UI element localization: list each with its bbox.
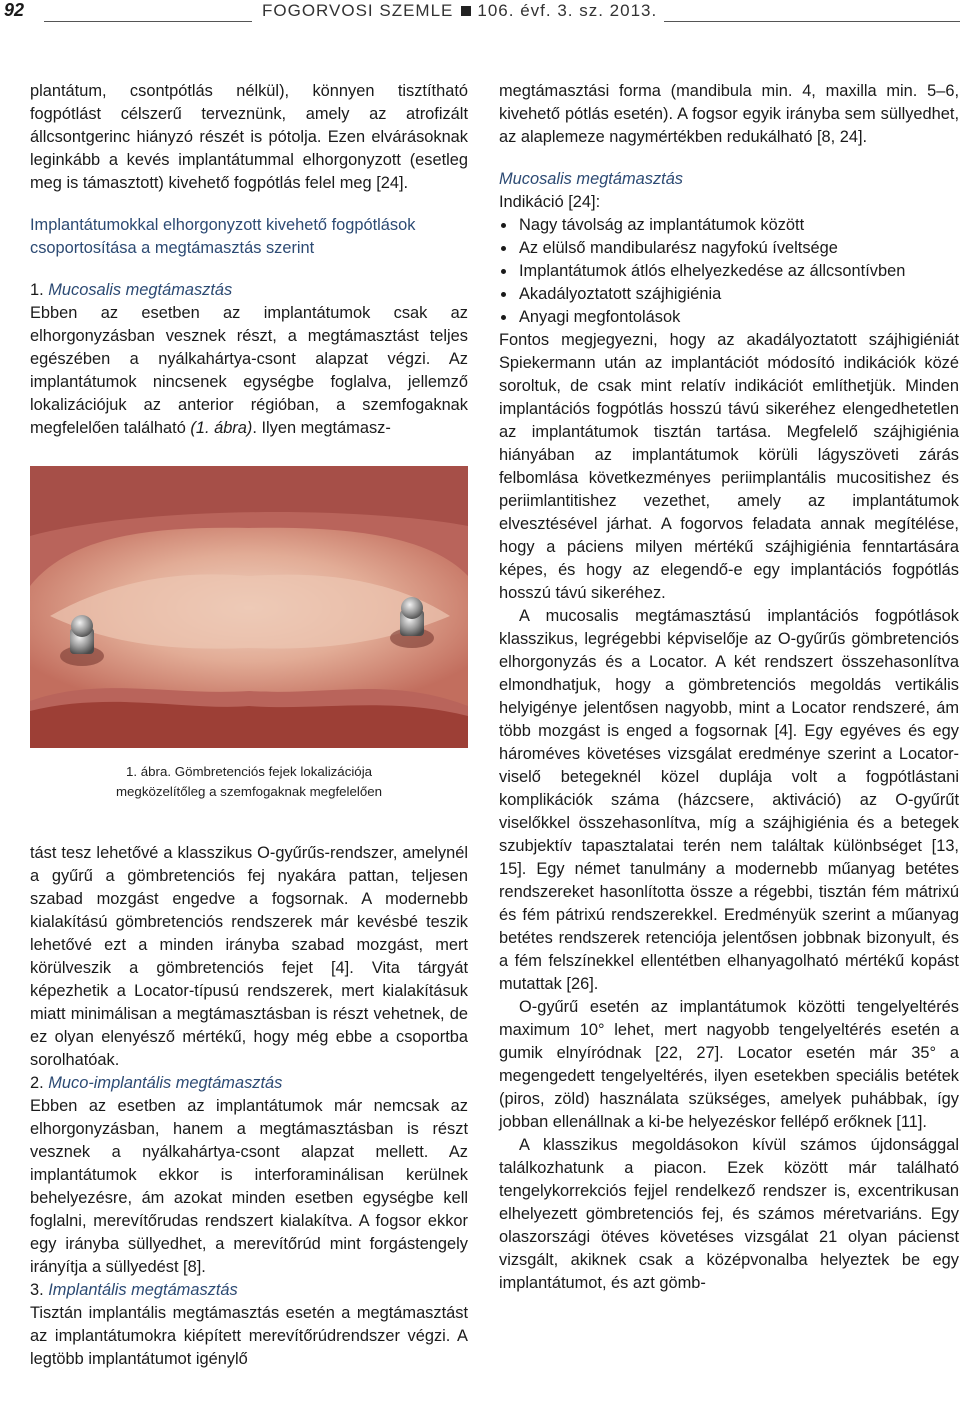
list-item: Akadályoztatott szájhigiénia: [499, 283, 959, 306]
section-heading: Implantátumokkal elhorgonyzott kivehető fogpótlások csoportosítása a megtámasztás szerint: [30, 216, 416, 257]
item-title: Mucosalis megtámasztás: [48, 281, 233, 299]
figure-1-photo: [30, 466, 468, 748]
figure-reference: (1. ábra): [190, 419, 253, 437]
paragraph: A mucosalis megtámasztású implantációs fogpótlások klasszikus, legrégebbi képviselője az O-gyűrűs gömbretenciós elhorgonyzás és a Locator. A két rendszert összehasonlítva elmondhatjuk, hogy a gömbretenciós megoldás vertikális helyigénye jelentősen nagyobb, mint a Locator rendszeré, ám több mozgást is enged a fogsornak [4]. Egy egyéves és egy hároméves követéses vizsgálat eredménye szerint a Locator-viselő betegeknél közel duplája volt a fogpótlástani komplikációk száma (házcsere, aktiváció) az O-gyűrűt viselőkkel összehasonlítva, míg a szájhigiénia és a betegek szubjektív tapasztalatai terén nem találtak különbséget [13, 15]. Egy német tanulmány a modernebb műanyag betétes rendszereket hasonlította össze a régebbi, tisztán fém mátrixú és fém pátrixú rendszerekkel. Eredményük szerint a műanyag betétes rendszerek retenciója jelentősen jobbnak bizonyult, és a fém felszínekkel ellentétben elhanyagolható mértékű kopást mutattak [26].: [499, 607, 959, 993]
header-rule-right: [664, 21, 960, 22]
header-rule-left: [44, 21, 252, 22]
subsection-heading: Mucosalis megtámasztás: [499, 170, 684, 188]
item-title: Muco-implantális megtámasztás: [48, 1074, 283, 1092]
paragraph: A klasszikus megoldásokon kívül számos újdonsággal találkozhatunk a piacon. Ezek között már található tengelykorrekciós fejjel rendelkező rendszer is, excentrikusan elhelyezett gömbretenciós fej, és számos méretvariáns. Egy olaszországi ötéves követéses vizsgálat 21 olyan pácienst vizsgált, akiknek csak a középvonalba helyeztek be egy implantátumot, és azt gömb-: [499, 1136, 959, 1292]
figure-caption: 1. ábra. Gömbretenciós fejek lokalizációja megközelítőleg a szemfogaknak megfelelően: [115, 764, 383, 799]
numbered-item-2-heading: 2. Muco-implantális megtámasztás: [30, 1074, 283, 1092]
numbered-item-3-heading: 3. Implantális megtámasztás: [30, 1281, 238, 1299]
page-number: 92: [4, 0, 25, 20]
indication-label: Indikáció [24]:: [499, 193, 601, 211]
numbered-item-1-text: Ebben az esetben az implantátumok csak az elhorgonyzásban vesznek részt, a megtámasztást teljes egészében a nyálkahártya-csont alapzat végzi. Az implantátumok nincsenek egységbe foglalva, jellemző lokalizációjuk az anterior régióban, a szemfogaknak megfelelően található (1. ábra). Ilyen megtámasz-: [30, 304, 468, 437]
paragraph: plantátum, csontpótlás nélkül), könnyen tisztítható fogpótlást célszerű terveznünk, amely az atrofizált állcsontgerinc hiányzó részét is pótolja. Ezen elvárásoknak leginkább a kevés implantátummal elhorgonyzott (esetleg meg is támasztott) kivehető fogpótlás felel meg [24].: [30, 82, 468, 192]
bullet-icon: [501, 246, 506, 251]
bullet-icon: [501, 223, 506, 228]
paragraph: Fontos megjegyezni, hogy az akadályoztatott szájhigiéniát Spiekermann után az implantációt módosító indikációk közé soroltuk, de csak mint relatív indikációt említhetjük. Minden implantációs fogpótlás hosszú távú sikeréhez elengedhetetlen az implantátumok tisztán tartása. Megfelelő szájhigiénia hiányában az implantátumok körüli lágyszöveti zárás felbomlása következményes periimplantális mucositishez és periimlantitishez vezethet, amely az implantátumok elvesztésével járhat. A fogorvos feladata annak megítélése, hogy a páciens milyen mértékű szájhigiénia fenntartására képes, és hogy az elegendő-e egy implantációs fogpótlás hosszú távú sikeréhez.: [499, 331, 959, 602]
numbered-item-3-text: Tisztán implantális megtámasztás esetén a megtámasztást az implantátumokra kiépített merevítőrúdrendszer végzi. A legtöbb implantátumot igénylő: [30, 1304, 468, 1368]
square-separator-icon: [461, 6, 471, 16]
list-item: Az elülső mandibularész nagyfokú íveltsége: [499, 237, 959, 260]
numbered-item-1-continued: tást tesz lehetővé a klasszikus O-gyűrűs-rendszer, amelynél a gyűrű a gömbretenciós fej nyakára pattan, teljesen szabad mozgást engedve a fogsornak. A modernebb kialakítású gömbretenciós rendszerek már kevésbé teszik lehetővé ezt a minden irányba szabad mozgást, mert körülveszik a gömbretenciós fejet [4]. Vita tárgyát képezhetik a Locator-típusú rendszerek, mert kialakításuk miatt minimálisan a megtámasztásban is részt vehetnek, de ez olyan elenyésző mértékű, hogy még ebbe a csoportba sorolhatóak.: [30, 844, 468, 1069]
bullet-icon: [501, 269, 506, 274]
bullet-icon: [501, 292, 506, 297]
issue-info: 106. évf. 3. sz. 2013.: [477, 1, 658, 20]
paragraph: O-gyűrű esetén az implantátumok közötti tengelyeltérés maximum 10° lehet, mert nagyobb tengelyeltérés esetén a gumik elnyíródnak [22, 27]. Locator esetén már 35° a megengedett tengelyeltérés, ilyen esetekben speciális betétek (piros, zöld) használata szükséges, amelyek puhábbak, így jobban ellenállnak a ki-be helyezéskor fellépő erőknek [11].: [499, 998, 959, 1131]
left-column-top: [30, 80, 468, 440]
item-title: Implantális megtámasztás: [48, 1281, 238, 1299]
list-item: Nagy távolság az implantátumok között: [499, 214, 959, 237]
numbered-item-2-text: Ebben az esetben az implantátumok már nemcsak az elhorgonyzásban, hanem a megtámasztásban is részt vesznek a nyálkahártya-csont alapzat mellett. Az implantátumok ekkor is interforaminálisan kerülnek behelyezésre, ám azokat minden esetben egységbe kell foglalni, merevítőrudas rendszert kialakítva. A fogsor ekkor egy irányba süllyedhet, a merevítőrúd mint forgástengely irányítja a süllyedést [8].: [30, 1097, 468, 1276]
list-item: Anyagi megfontolások: [499, 306, 959, 329]
running-head: [262, 1, 657, 21]
bullet-icon: [501, 315, 506, 320]
indication-list: [499, 214, 959, 329]
paragraph: megtámasztási forma (mandibula min. 4, maxilla min. 5–6, kivehető pótlás esetén). A fogsor egyik irányba sem süllyedhet, az alaplemeze nagymértékben redukálható [8, 24].: [499, 82, 959, 146]
page-header: [0, 0, 960, 40]
oral-cavity-image: [30, 466, 468, 748]
numbered-item-1-heading: 1. Mucosalis megtámasztás: [30, 281, 233, 299]
list-item: Implantátumok átlós elhelyezkedése az állcsontívben: [499, 260, 959, 283]
right-column: [499, 80, 959, 1295]
journal-title: FOGORVOSI SZEMLE: [262, 1, 454, 20]
left-column-bottom: [30, 842, 468, 1371]
